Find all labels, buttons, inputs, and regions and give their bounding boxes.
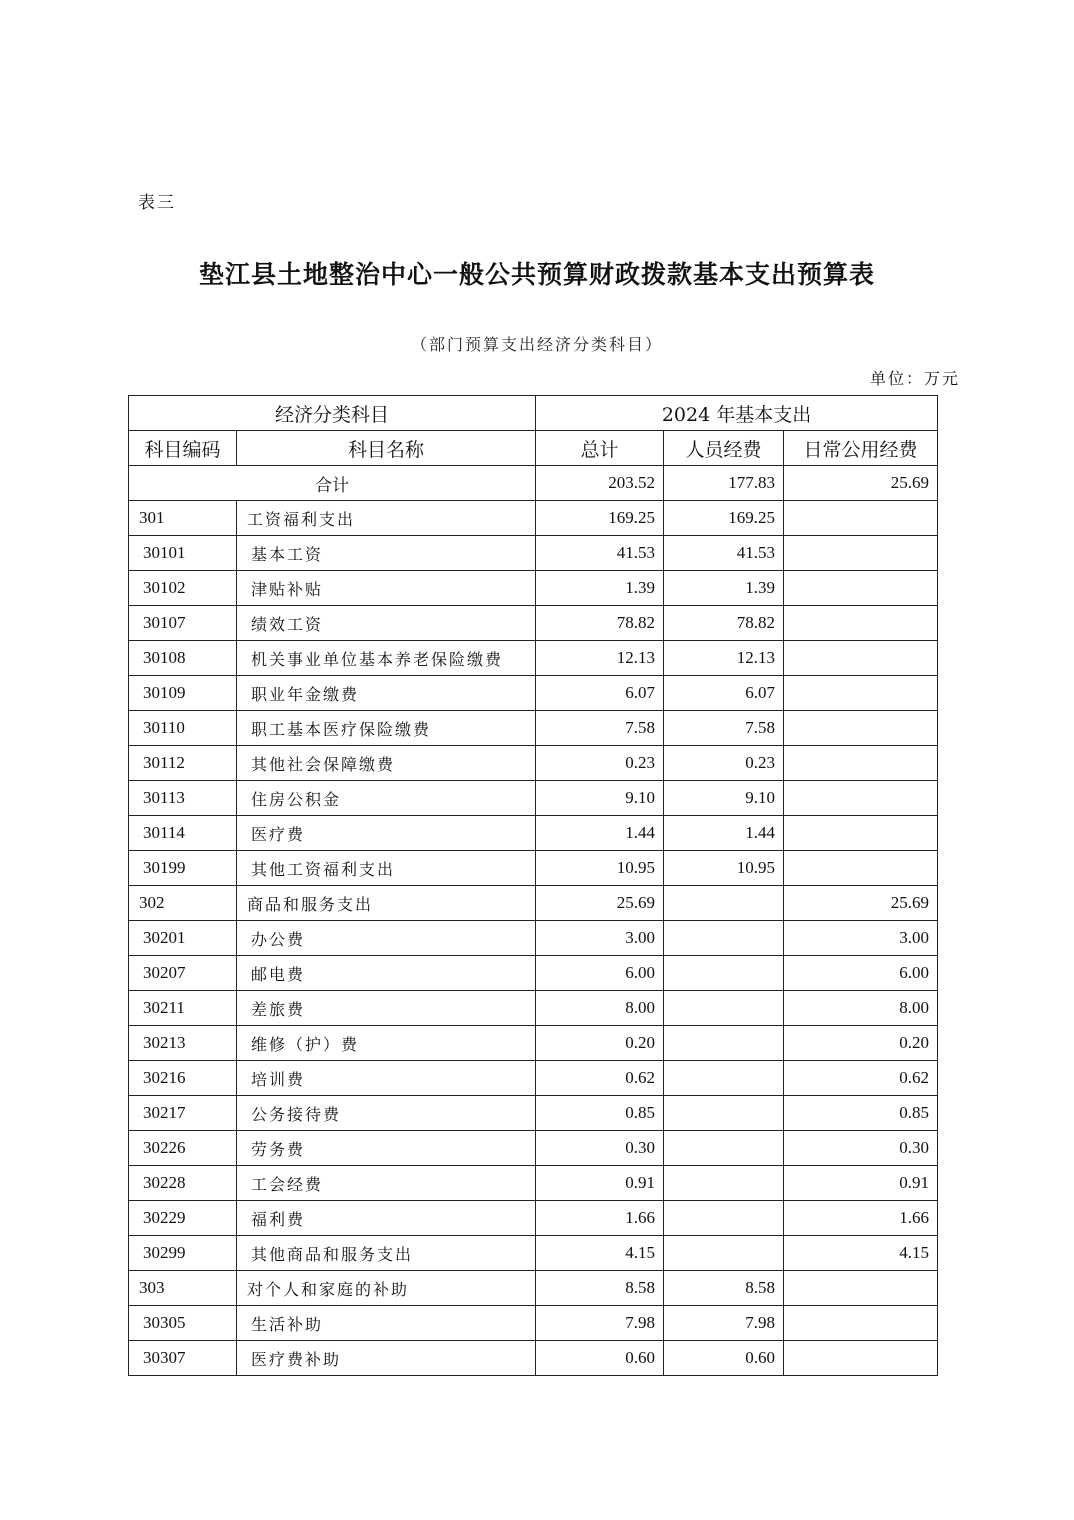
table-row [129,1201,938,1236]
row-total: 3.00 [536,921,664,956]
table-row [129,1166,938,1201]
row-code: 30199 [129,851,237,886]
row-total: 7.98 [536,1306,664,1341]
row-name: 工资福利支出 [237,501,536,536]
table-row [129,781,938,816]
header-total: 总计 [536,431,664,466]
row-personnel [664,1166,784,1201]
header-code: 科目编码 [129,431,237,466]
row-public [784,851,938,886]
row-code: 30107 [129,606,237,641]
row-name: 邮电费 [237,956,536,991]
row-total: 1.39 [536,571,664,606]
row-public [784,711,938,746]
row-name: 基本工资 [237,536,536,571]
row-personnel [664,1061,784,1096]
row-code: 30216 [129,1061,237,1096]
row-code: 301 [129,501,237,536]
row-name: 维修（护）费 [237,1026,536,1061]
row-personnel: 1.44 [664,816,784,851]
row-code: 30102 [129,571,237,606]
row-total: 0.20 [536,1026,664,1061]
table-row [129,1061,938,1096]
row-personnel: 1.39 [664,571,784,606]
row-name: 其他商品和服务支出 [237,1236,536,1271]
row-personnel: 41.53 [664,536,784,571]
row-total: 25.69 [536,886,664,921]
row-name: 绩效工资 [237,606,536,641]
table-row [129,501,938,536]
row-name: 医疗费补助 [237,1341,536,1376]
row-personnel: 0.60 [664,1341,784,1376]
table-row [129,571,938,606]
row-total: 6.00 [536,956,664,991]
header-name: 科目名称 [237,431,536,466]
row-total: 10.95 [536,851,664,886]
row-total: 0.85 [536,1096,664,1131]
row-name: 培训费 [237,1061,536,1096]
table-row [129,606,938,641]
row-code: 30211 [129,991,237,1026]
row-name: 职业年金缴费 [237,676,536,711]
row-total: 0.23 [536,746,664,781]
row-personnel [664,1026,784,1061]
table-row [129,991,938,1026]
row-personnel [664,1201,784,1236]
row-code: 303 [129,1271,237,1306]
row-total: 78.82 [536,606,664,641]
row-personnel [664,1096,784,1131]
row-public [784,816,938,851]
table-label: 表三 [138,193,176,213]
row-personnel: 7.98 [664,1306,784,1341]
document-subtitle: （部门预算支出经济分类科目） [410,335,663,354]
row-public [784,641,938,676]
row-name: 医疗费 [237,816,536,851]
row-total: 12.13 [536,641,664,676]
row-name: 办公费 [237,921,536,956]
row-code: 30113 [129,781,237,816]
table-row [129,886,938,921]
total-label: 合计 [129,466,536,501]
row-personnel [664,886,784,921]
table-row [129,1306,938,1341]
row-name: 其他工资福利支出 [237,851,536,886]
row-total: 8.58 [536,1271,664,1306]
row-public: 4.15 [784,1236,938,1271]
row-personnel: 12.13 [664,641,784,676]
table-row [129,711,938,746]
row-code: 30228 [129,1166,237,1201]
row-code: 30307 [129,1341,237,1376]
table-row [129,851,938,886]
row-total: 7.58 [536,711,664,746]
row-public: 0.85 [784,1096,938,1131]
table-row [129,641,938,676]
row-public: 25.69 [784,886,938,921]
row-total: 9.10 [536,781,664,816]
row-name: 津贴补贴 [237,571,536,606]
row-total: 1.44 [536,816,664,851]
row-personnel [664,991,784,1026]
row-code: 30114 [129,816,237,851]
table-row [129,1096,938,1131]
row-total: 8.00 [536,991,664,1026]
row-personnel: 8.58 [664,1271,784,1306]
unit-label: 单位：万元 [869,369,960,388]
table-row [129,1341,938,1376]
header-public: 日常公用经费 [784,431,938,466]
row-code: 30213 [129,1026,237,1061]
row-public: 1.66 [784,1201,938,1236]
total-public: 25.69 [784,466,938,501]
table-row [129,1236,938,1271]
row-total: 41.53 [536,536,664,571]
table-row [129,1271,938,1306]
row-name: 商品和服务支出 [237,886,536,921]
row-total: 0.60 [536,1341,664,1376]
budget-table [128,395,938,1376]
header-group-economic-category: 经济分类科目 [129,396,536,431]
row-code: 30108 [129,641,237,676]
row-total: 0.62 [536,1061,664,1096]
row-total: 169.25 [536,501,664,536]
row-code: 30201 [129,921,237,956]
row-public: 0.62 [784,1061,938,1096]
table-row [129,921,938,956]
row-name: 差旅费 [237,991,536,1026]
row-code: 30305 [129,1306,237,1341]
total-personnel: 177.83 [664,466,784,501]
total-row [129,466,938,501]
row-name: 劳务费 [237,1131,536,1166]
row-code: 30226 [129,1131,237,1166]
table-row [129,676,938,711]
row-public [784,1306,938,1341]
table-row [129,1131,938,1166]
row-name: 机关事业单位基本养老保险缴费 [237,641,536,676]
header-personnel: 人员经费 [664,431,784,466]
row-public [784,1341,938,1376]
row-code: 30109 [129,676,237,711]
row-code: 30112 [129,746,237,781]
row-total: 0.91 [536,1166,664,1201]
header-group-basic-expenditure: 2024 年基本支出 [536,396,938,431]
row-public [784,676,938,711]
row-personnel: 0.23 [664,746,784,781]
row-code: 302 [129,886,237,921]
row-personnel: 6.07 [664,676,784,711]
row-personnel [664,1236,784,1271]
row-public [784,536,938,571]
row-name: 生活补助 [237,1306,536,1341]
row-code: 30101 [129,536,237,571]
row-total: 4.15 [536,1236,664,1271]
row-name: 工会经费 [237,1166,536,1201]
row-total: 0.30 [536,1131,664,1166]
row-name: 福利费 [237,1201,536,1236]
row-personnel: 7.58 [664,711,784,746]
row-name: 公务接待费 [237,1096,536,1131]
row-code: 30229 [129,1201,237,1236]
row-public [784,781,938,816]
row-public [784,746,938,781]
row-public: 0.20 [784,1026,938,1061]
row-personnel [664,956,784,991]
row-personnel: 10.95 [664,851,784,886]
row-name: 职工基本医疗保险缴费 [237,711,536,746]
row-public [784,606,938,641]
row-personnel [664,921,784,956]
row-total: 6.07 [536,676,664,711]
total-sum: 203.52 [536,466,664,501]
row-personnel [664,1131,784,1166]
row-public: 8.00 [784,991,938,1026]
row-name: 对个人和家庭的补助 [237,1271,536,1306]
row-code: 30207 [129,956,237,991]
table-row [129,746,938,781]
document-title: 垫江县土地整治中心一般公共预算财政拨款基本支出预算表 [198,260,875,289]
row-public [784,571,938,606]
row-name: 其他社会保障缴费 [237,746,536,781]
row-code: 30299 [129,1236,237,1271]
row-public: 6.00 [784,956,938,991]
row-public: 3.00 [784,921,938,956]
row-public [784,501,938,536]
row-code: 30110 [129,711,237,746]
row-personnel: 9.10 [664,781,784,816]
row-personnel: 78.82 [664,606,784,641]
row-public: 0.30 [784,1131,938,1166]
table-row [129,1026,938,1061]
row-public [784,1271,938,1306]
table-row [129,536,938,571]
row-name: 住房公积金 [237,781,536,816]
row-personnel: 169.25 [664,501,784,536]
table-row [129,816,938,851]
table-row [129,956,938,991]
row-public: 0.91 [784,1166,938,1201]
row-total: 1.66 [536,1201,664,1236]
row-code: 30217 [129,1096,237,1131]
